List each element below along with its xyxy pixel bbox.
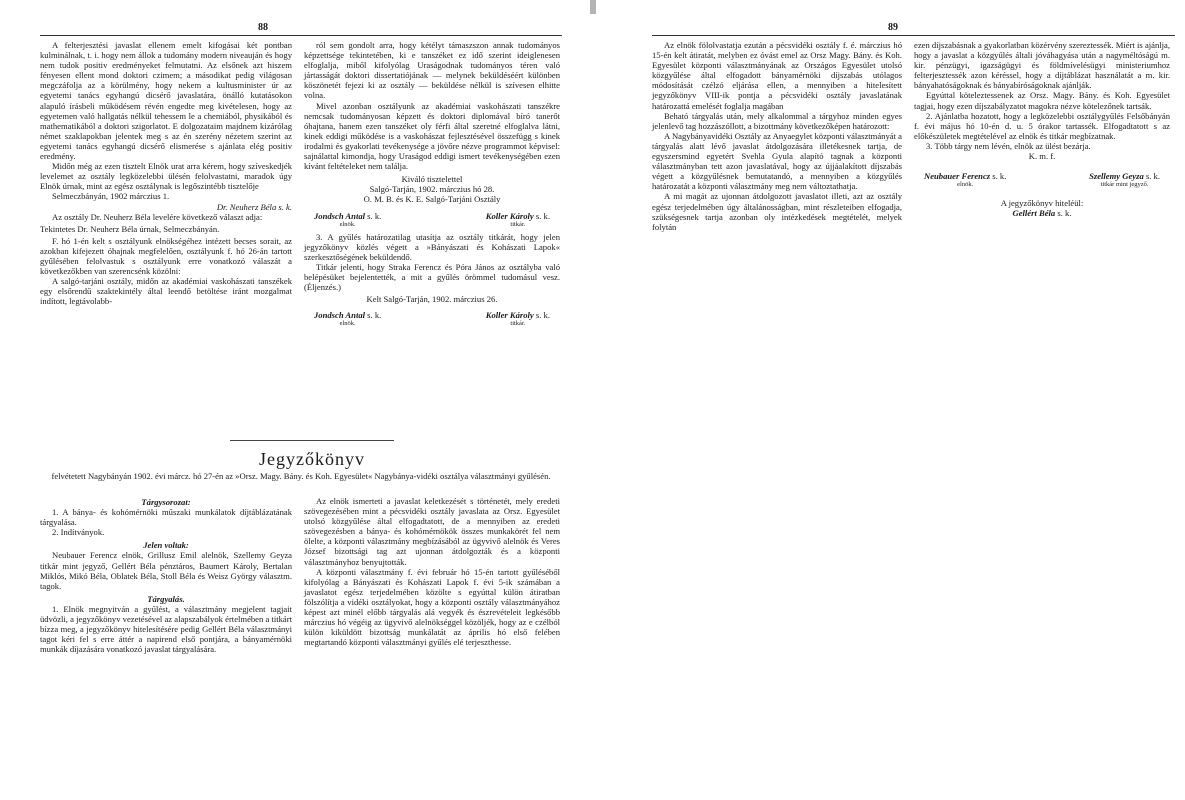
paragraph: Egyúttal köteleztessenek az Orsz. Magy. Bány. és Koh. Egyesület tagjai, hogy ezen díjszabályzatot magokra nézve kötelezőnek tartsák. — [914, 90, 1170, 111]
signature-block — [304, 310, 560, 327]
paragraph: 3. Több tárgy nem lévén, elnök az ülést bezárja. — [926, 140, 1091, 151]
signer-name: Gellért Béla — [1012, 208, 1056, 219]
signer-role: titkár. — [510, 220, 526, 228]
signature-text: Dr. Neuherz Béla s. k. — [216, 201, 292, 212]
signature-secretary — [486, 211, 550, 228]
signer-role: titkár. — [510, 320, 526, 328]
signer-role: elnök. — [339, 320, 356, 328]
letter-address: Tekintetes Dr. Neuherz Béla úrnak, Selmeczbányán. — [40, 223, 220, 234]
paragraph: A mi magát az ujonnan átdolgozott javaslatot illeti, azt az osztály egész terjedelmében úgy általánosságban, mint részleteiben elfogadja, szükségesnek tartja azonban oly intézkedések megtételét, melyek folytán — [652, 191, 902, 232]
paragraph: Az elnök fölolvastatja ezután a pécsvidéki osztály f. é. márczius hó 15-én kelt átiratát, melyben ez óvást emel az Orsz Magy. Bány. és Koh. Egyesület központi választmányának az Országos Egyesület utolsó közgyűlése által elfogadott bányamérnöki díjszabás utólagos módosítását czélzó eljárása ellen, a mennyiben a hitelesített jegyzőkönyv VIII-ik pontja a pécsvidéki osztály javaslatának határozattá emelését foglalja magában — [652, 40, 902, 111]
paragraph: F. hó 1-én kelt s osztályunk elnökségéhez intézett becses sorait, az azokban kifejezett óhajnak megfelelően, osztályunk f. hó 26-án tartott gyűlésében felolvastuk s osztályunk erre vonatkozó válaszát a következőkben van szerencsénk közölni: — [40, 235, 292, 277]
right-page — [612, 0, 1185, 800]
section-heading: Jelen voltak: — [143, 540, 189, 551]
signer-name: Szellemy Geyza — [1089, 171, 1144, 182]
page-number: 88 — [258, 22, 268, 33]
organization: O. M. B. és K. E. Salgó-Tarjáni Osztály — [363, 194, 501, 205]
paragraph: Mivel azonban osztályunk az akadémiai vaskohászati tanszékre nemcsak tudományosan képzett és doktori diplomával bíró tanerőt óhajtana, hanem ezen tanszéket oly férfi által szeretné elfoglalva látni, kinek eddigi működése is a vaskohászat fejlesztésével összefügg s kinek irodalmi és gyakorlati tevékenysége a jövőre nézve programmot képvisel: sajnálattal kimondja, hogy Uraságod eddigi ismert tevékenységében ezen kívánt feltételeket nem találja. — [304, 100, 560, 172]
signature-president — [314, 310, 381, 327]
signer-suffix: s. k. — [365, 210, 382, 221]
signer-suffix: s. k. — [990, 171, 1007, 182]
paragraph: 3. A gyűlés határozatilag utasítja az osztály titkárát, hogy jelen jegyzőkönyv közlés végett a »Bányászati és Kohászati Lapok« szerkesztőségének beküldendő. — [304, 231, 560, 262]
signer-suffix: s. k. — [533, 210, 550, 221]
paragraph: 2. Ajánlatba hozatott, hogy a legközelebbi osztálygyűlés Felsőbányán f. évi május hó 10-én d. u. 5 órakor tartassék. Elfogadtatott s az előkészületek megtételével az elnök és titkár megbízatnak. — [914, 110, 1170, 141]
paragraph: A Nagybányavidéki Osztály az Anyaegylet központi választmányát a tárgyalás alatt lévő javaslat átdolgozására illetékesnek tartja, de egyszersmind egyetért Svehla Gyula alapító tagnak a központi választmányban tett azon javaslatával, hogy az újjáalakított díjszabás végett a közgyűlésnek bemutatandó, a mennyiben a közgyűlés határozatát a központi választmány meg nem változtathatja. — [652, 130, 902, 192]
signer-name: Koller Károly — [485, 310, 534, 321]
right-column-1 — [652, 40, 902, 232]
place-date: Kelt Salgó-Tarján, 1902. márczius 26. — [366, 294, 498, 305]
signer-name: Jondsch Antal — [314, 210, 366, 221]
kmf-line: K. m. f. — [1028, 151, 1056, 162]
attestation-signature — [914, 208, 1170, 218]
paragraph: Titkár jelenti, hogy Straka Ferencz és Póra János az osztályba való belépésüket bejelentették, a mit a gyűlés örömmel tudomásul vesz. (Éljenzés.) — [304, 261, 560, 293]
signer-role: elnök. — [339, 220, 356, 228]
signature-secretary — [486, 310, 550, 327]
signature-president — [314, 211, 381, 228]
signer-name: Neubauer Ferencz — [924, 171, 991, 182]
signer-suffix: s. k. — [365, 310, 382, 321]
paragraph: A salgó-tarjáni osztály, midőn az akadémiai vaskohászati tanszékek egy elsőrendű szaktekintély által leendő betöltése iránt mozgalmat indított, legtávolabb- — [40, 276, 292, 307]
agenda-item: 1. A bánya- és kohómérnöki műszaki munkálatok díjtáblázatának tárgyalása. — [40, 507, 292, 528]
agenda-item: 2. Indítványok. — [52, 527, 105, 538]
header-rule — [652, 35, 1175, 36]
signer-name: Jondsch Antal — [314, 310, 366, 321]
paragraph: ezen díjszabásnak a gyakorlatban közérvény szereztessék. Miért is ajánlja, hogy a javaslat a közgyűlés általi jóváhagyása után a nagyméltóságú m. kir. pénzügyi, igazságügyi és földmívelésügyi ministeriumhoz felterjesztessék azon kéréssel, hogy a díjtáblázat használatát a m. kir. bányahatóságoknak és bányabíróságoknak ajánlják. — [914, 40, 1170, 91]
signer-suffix: s. k. — [1143, 171, 1160, 182]
paragraph: Midőn még az ezen tisztelt Elnök urat arra kérem, hogy szíveskedjék levelemet az osztály legközelebbi ülésén felolvastatni, maradok úgy Elnök úrnak, mint az egész osztálynak is legőszintébb tisztelője — [40, 161, 292, 192]
letter-signature — [40, 202, 292, 212]
signer-role: titkár mint jegyző. — [1100, 181, 1149, 189]
section-heading: Tárgysorozat: — [141, 497, 191, 507]
minutes-subtitle: felvétetett Nagybányán 1902. évi márcz. hó 27-én az »Orsz. Magy. Bány. és Koh. Egyesület« Nagybánya-vidéki osztálya választmányi gyűlésén. — [51, 471, 551, 481]
binding-mark — [590, 0, 596, 14]
minutes-title: Jegyzőkönyv — [259, 449, 365, 469]
right-column-2 — [914, 40, 1170, 218]
place-date: Salgó-Tarján, 1902. márczius hó 28. — [369, 184, 495, 195]
left-column-2 — [304, 40, 560, 327]
signature-block — [914, 171, 1170, 188]
paragraph: 1. Elnök megnyitván a gyűlést, a választmány megjelent tagjait üdvözli, a jegyzőkönyv vezetésével az alapszabályok értelmében a titkárt bízza meg, a jegyzőkönyv hitelesítésére pedig Gellért Béla választmányi tagot kéri fel s erre áttér a napirend első pontjára, a bányamérnöki munkák díjazására vonatkozó javaslat tárgyalására. — [40, 603, 292, 655]
section-divider — [230, 440, 394, 441]
paragraph: Neubauer Ferencz elnök, Grillusz Emil alelnök, Szellemy Geyza titkár mint jegyző, Gellért Béla pénztáros, Baumert Károly, Bertalan Miklós, Mikó Béla, Oblatek Béla, Stoll Béla és Weisz György választm. tagok. — [40, 550, 292, 591]
signer-suffix: s. k. — [1055, 208, 1072, 219]
paragraph: Beható tárgyalás után, mely alkalommal a tárgyhoz minden egyes jelenlevő tag hozzászóllott, a bizottmány következőképen határozott: — [652, 110, 902, 131]
closing-line: Kiváló tisztelettel — [401, 174, 463, 185]
paragraph: ról sem gondolt arra, hogy kétélyt támaszszon annak tudományos képzettsége tekintetében, ki e tanszéket ez idő szerint ideiglenesen elfoglalja, miből kifolyólag Uraságodnak tudományos téren való jártasságát doktori dissertatiójának — melynek beküldéséért különben köszönetét fejezi ki az osztály — beküldése nélkül is szívesen elhitte volna. — [304, 40, 560, 101]
signature-block — [304, 211, 560, 228]
signature-president — [924, 171, 1006, 188]
paragraph: Az elnök ismerteti a javaslat keletkezését s történetét, mely eredeti szövegezésében mint a pécsvidéki osztály javaslata az Orsz. Egyesület utolsó közgyűlése által elfogadtatott, de a mennyiben az eredeti szövegezésben a bánya- és kohómérnökök összes munkakörét fel nem ölelte, a központi választmány megbízásából az ügyvivő alelnök és Veres József bizottsági tag azt ujonnan átdolgozták és a központi választmányhoz benyujtották. — [304, 496, 560, 567]
paragraph: Az osztály Dr. Neuherz Béla levelére következő választ adja: — [52, 211, 263, 222]
signer-name: Koller Károly — [485, 210, 534, 221]
signature-secretary — [1089, 171, 1160, 188]
left-column-3 — [40, 494, 292, 654]
page-number: 89 — [888, 22, 898, 33]
left-column-1 — [40, 40, 292, 306]
paragraph: A felterjesztési javaslat ellenem emelt kifogásai két pontban kulminálnak, t. i. hogy nem állok a tudomány modern niveauján és hogy nem tudok positiv eredményeket felmutatni. Az elsőnek azt hiszem fényesen ellent mond doktori czimem; a másodikat pedig világosan megczáfolja az a körülmény, hogy nekem a kultusminister úr az egyetemi tanács egyhangú dicsérő javaslatára, önálló kutatásokon alapuló írásbeli működésem révén engedte meg kivételesen, hogy az egyetemen való hallgatás nélkül tehessem le a chemiából, physikából és mathematikából a doktori szigorlatot. E dolgozataim majdnem kizárólag német szaklapokban jelentek meg s az én szerény nézetem szerint az egyetemi tanács egyhangú dicsérő elismerése s ajánlata elég positiv eredmény. — [40, 40, 292, 162]
header-rule — [40, 35, 562, 36]
letter-date: Selmeczbányán, 1902 márczius 1. — [52, 191, 170, 202]
left-page — [0, 0, 560, 800]
signer-suffix: s. k. — [533, 310, 550, 321]
paragraph: A központi választmány f. évi február hó 15-én tartott gyűléséből kifolyólag a Bányászati és Kohászati Lapok f. évi 5-ik számában a javaslatot egész terjedelmében közölte s egyúttal külön átiratban fölszólítja a vidéki osztályokat, hogy a központi osztály választmányához képest azt minél előbb tárgyalás alá vegyék és észrevételeit legkésőbb márczius hó végéig az ügyvivő alelnökséggel közöljék, hogy az e czélból külön kiküldött bizottság munkálatát az április hó első felében megtartandó központi választmányi gyűlés elé terjeszthesse. — [304, 566, 560, 648]
section-heading: Tárgyalás. — [147, 593, 185, 604]
left-column-4 — [304, 496, 560, 647]
signer-role: elnök. — [957, 181, 974, 189]
attestation-line: A jegyzőkönyv hiteléül: — [1000, 198, 1084, 209]
